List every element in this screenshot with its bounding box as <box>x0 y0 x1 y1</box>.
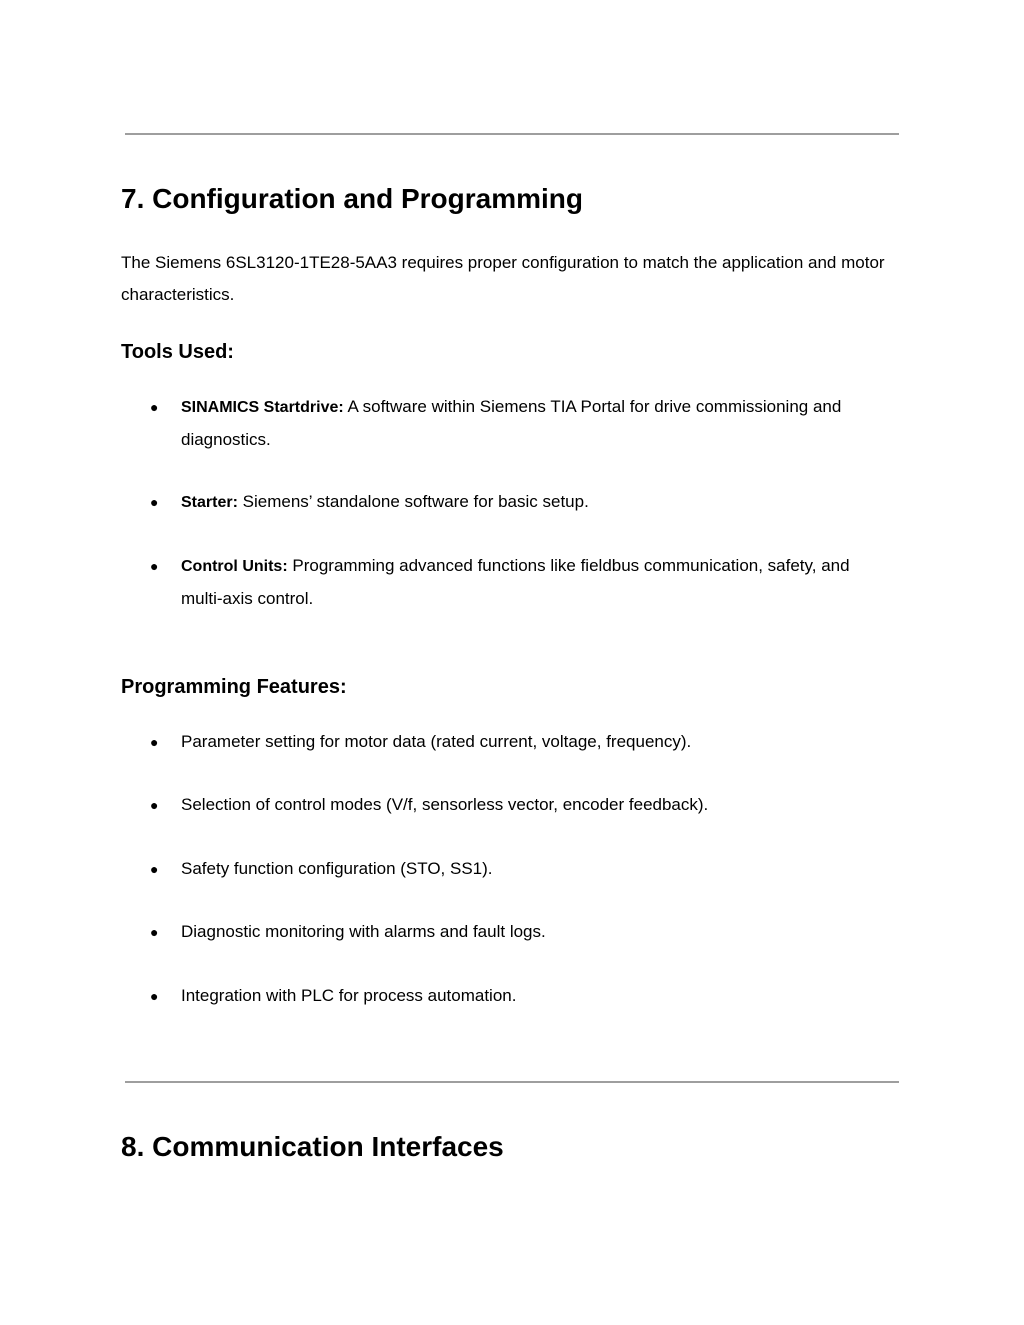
tool-term: SINAMICS Startdrive: <box>181 399 344 416</box>
section-7-intro: The Siemens 6SL3120-1TE28-5AA3 requires proper configuration to match the application and motor characteristics. <box>121 253 885 304</box>
feature-text: Integration with PLC for process automation. <box>181 986 517 1005</box>
section-8-heading: 8. Communication Interfaces <box>121 1131 504 1162</box>
feature-item <box>150 853 890 885</box>
tool-item-starter <box>150 486 890 519</box>
feature-text: Safety function configuration (STO, SS1). <box>181 859 493 878</box>
bullet-icon: ● <box>150 924 159 940</box>
horizontal-rule-bottom <box>125 1081 899 1083</box>
tool-item-control-units <box>150 550 890 615</box>
bullet-icon: ● <box>150 558 159 574</box>
bullet-icon: ● <box>150 797 159 813</box>
bullet-icon: ● <box>150 494 159 510</box>
feature-text: Selection of control modes (V/f, sensorless vector, encoder feedback). <box>181 795 709 814</box>
bullet-icon: ● <box>150 734 159 750</box>
tool-term: Starter: <box>181 494 238 511</box>
tool-description: Siemens’ standalone software for basic setup. <box>237 492 589 511</box>
section-7-heading: 7. Configuration and Programming <box>121 183 584 214</box>
feature-text: Parameter setting for motor data (rated current, voltage, frequency). <box>181 732 692 751</box>
bullet-icon: ● <box>150 399 159 415</box>
bullet-icon: ● <box>150 861 159 877</box>
tool-description: A software within Siemens TIA Portal for drive commissioning and diagnostics. <box>181 397 842 449</box>
feature-item <box>150 726 890 758</box>
feature-item <box>150 916 890 948</box>
horizontal-rule-top <box>125 133 899 135</box>
tool-term: Control Units: <box>181 558 288 575</box>
feature-item <box>150 980 890 1012</box>
tools-used-heading: Tools Used: <box>121 341 234 363</box>
tool-item-startdrive <box>150 391 890 456</box>
feature-text: Diagnostic monitoring with alarms and fault logs. <box>181 922 546 941</box>
tool-description: Programming advanced functions like fieldbus communication, safety, and multi-axis control. <box>181 556 850 608</box>
bullet-icon: ● <box>150 988 159 1004</box>
feature-item <box>150 789 890 821</box>
programming-features-heading: Programming Features: <box>121 676 347 698</box>
